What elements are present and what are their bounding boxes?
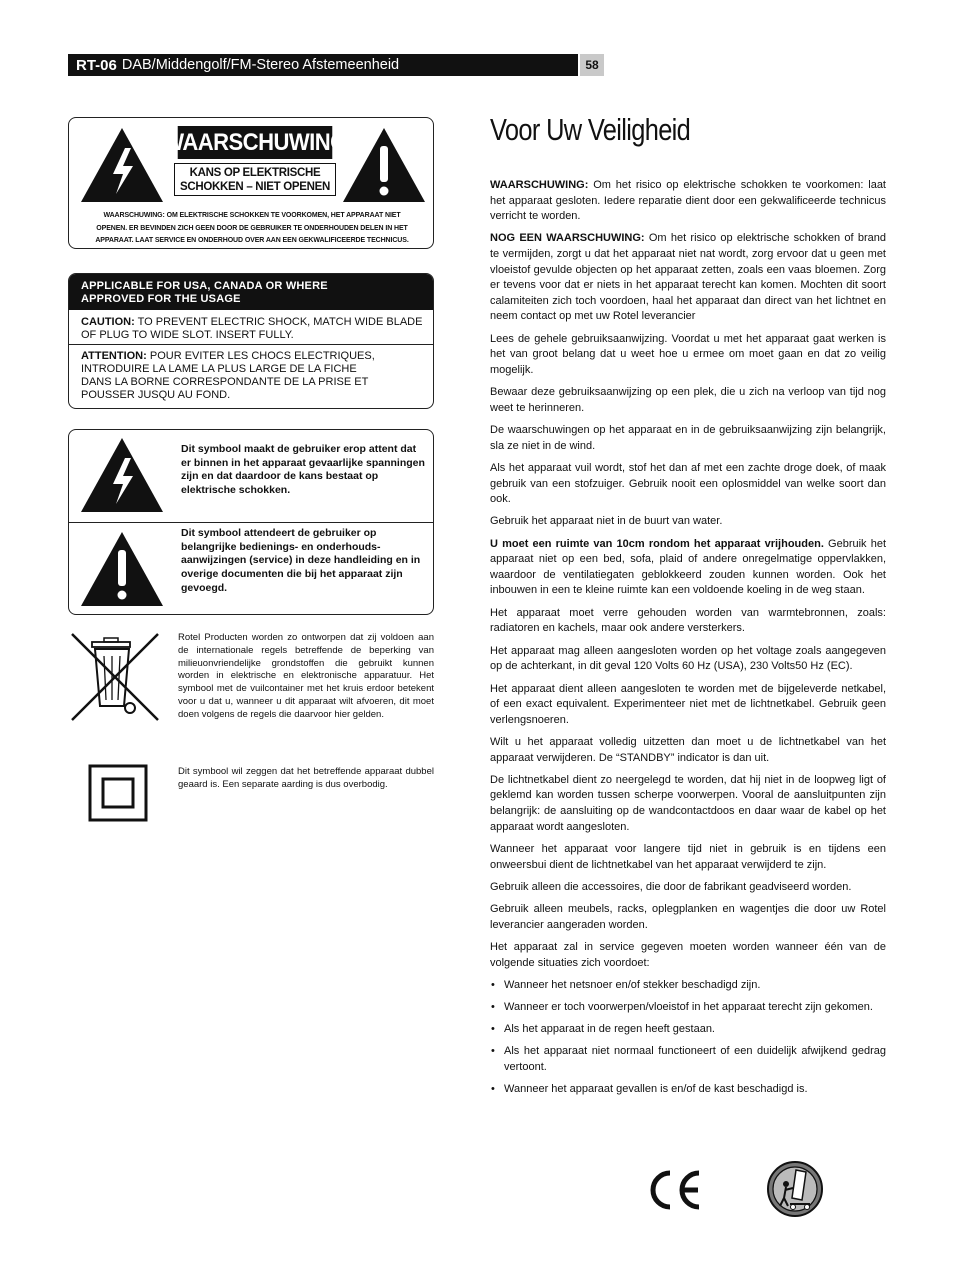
safety-instructions	[490, 178, 886, 1104]
double-insulation-icon	[88, 764, 148, 822]
paragraph: U moet een ruimte van 10cm rondom het apparaat vrijhouden. Gebruik het apparaat niet op een bed, sofa, plaid of andere onregelmatige oppervlakken, waardoor de ventilatiegaten geblokkeerd zouden kunnen worden. Ook het inbouwen in een te kleine ruimte kan een voldoende koeling in de weg staan.	[490, 537, 886, 597]
list-item: • Wanneer het netsnoer en/of stekker beschadigd zijn.	[490, 978, 886, 994]
page-title: Voor Uw Veiligheid	[490, 112, 691, 147]
paragraph: Het apparaat mag alleen aangesloten worden op het voltage zoals aangegeven op de achterkant, in dit geval 120 Volts 60 Hz (USA), 230 Volts50 Hz (EC).	[490, 644, 886, 673]
warning-box	[68, 117, 434, 249]
ce-mark-icon	[646, 1169, 704, 1211]
paragraph: Wilt u het apparaat volledig uitzetten dan moet u de lichtnetkabel van het apparaat verwijderen. De “STANDBY” indicator is dan uit.	[490, 735, 886, 764]
header-subtitle: DAB/Middengolf/FM-Stereo Afstemeenheid	[121, 57, 400, 73]
paragraph: Gebruik alleen die accessoires, die door de fabrikant geadviseerd worden.	[490, 880, 852, 893]
lightning-triangle-icon	[79, 126, 165, 204]
warning-fine-print: WAARSCHUWING: OM ELEKTRISCHE SCHOKKEN TE VOORKOMEN, HET APPARAAT NIET OPENEN. ER BEVINDEN ZICH GEEN DOOR DE GEBRUIKER TE ONDERHOUDEN DELEN IN HET APPARAAT. LAAT SERVICE EN ONDERHOUD OVER AAN EEN GEKWALIFICEERDE TECHNICUS.	[95, 212, 409, 244]
paragraph: WAARSCHUWING: Om het risico op elektrische schokken te voorkomen: laat het apparaat gesloten. Iedere reparatie dient door een gekwalificeerde technicus verricht te worden.	[490, 179, 886, 223]
paragraph: Gebruik alleen meubels, racks, oplegplanken en wagentjes die door uw Rotel leverancier aangeraden worden.	[490, 903, 886, 931]
paragraph: Als het apparaat vuil wordt, stof het dan af met een zachte droge doek, of maak gebruik van een stofzuiger. Gebruik nooit een oplosmiddel van welke soort dan ook.	[490, 461, 886, 506]
exclamation-triangle-icon	[341, 126, 427, 204]
paragraph: Wanneer het apparaat voor langere tijd niet in gebruik is en tijdens een onweersbui dient de lichtnetkabel van het apparaat verwijderd te zijn.	[490, 842, 886, 871]
list-item: • Wanneer het apparaat gevallen is en/of de kast beschadigd is.	[490, 1082, 886, 1098]
paragraph: De waarschuwingen op het apparaat en in de gebruiksaanwijzing zijn belangrijk, sla ze niet in de wind.	[490, 424, 886, 452]
exclamation-triangle-icon	[79, 530, 165, 608]
page-number: 58	[580, 54, 604, 76]
list-item: • Als het apparaat niet normaal functioneert of een duidelijk afwijkend gedrag vertoont.	[490, 1044, 886, 1075]
usa-caution-box	[68, 273, 434, 409]
usa-box-header: APPLICABLE FOR USA, CANADA OR WHERE APPROVED FOR THE USAGE	[69, 274, 433, 310]
warning-title: WAARSCHUWING	[178, 126, 333, 159]
paragraph: Gebruik het apparaat niet in de buurt van water.	[490, 515, 723, 528]
lightning-triangle-icon	[79, 436, 165, 514]
paragraph: Het apparaat dient alleen aangesloten te worden met de bijgeleverde netkabel, of een exact equivalent. Experimenteer niet met de lichtnetkabel. Gebruik geen verlengsnoeren.	[490, 682, 886, 726]
attention-text: ATTENTION: POUR EVITER LES CHOCS ELECTRIQUES, INTRODUIRE LA LAME LA PLUS LARGE DE LA FICHE DANS LA BORNE CORRESPONDANTE DE LA PRISE ET POUSSER JUSQU AU FOND.	[81, 350, 375, 401]
lightning-symbol-text: Dit symbool maakt de gebruiker erop attent dat er binnen in het apparaat gevaarlijke spanningen zijn en dat daardoor de kans bestaat op elektrische schokken.	[181, 443, 425, 497]
paragraph: Het apparaat moet verre gehouden worden van warmtebronnen, zoals: radiatoren en kachels, maar ook andere versterkers.	[490, 606, 886, 635]
caution-text: CAUTION: TO PREVENT ELECTRIC SHOCK, MATCH WIDE BLADE OF PLUG TO WIDE SLOT. INSERT FULLY.	[81, 316, 423, 341]
double-insulation-text: Dit symbool wil zeggen dat het betreffende apparaat dubbel geaard is. Een separate aarding is dus overbodig.	[178, 766, 434, 790]
paragraph: Bewaar deze gebruiksaanwijzing op een plek, die u zich na verloop van tijd nog weet te herinneren.	[490, 386, 886, 414]
paragraph: Het apparaat zal in service gegeven moeten worden wanneer één van de volgende situaties zich voordoet:	[490, 940, 886, 969]
crossed-bin-icon	[68, 630, 162, 724]
list-item: • Wanneer er toch voorwerpen/vloeistof in het apparaat terecht zijn gekomen.	[490, 1000, 886, 1016]
paragraph: Lees de gehele gebruiksaanwijzing. Voordat u met het apparaat gaat werken is het van groot belang dat u weet hoe u ermee om moet gaan en dat zo veilig mogelijk.	[490, 332, 886, 376]
list-item: • Als het apparaat in de regen heeft gestaan.	[490, 1022, 886, 1038]
cart-warning-icon	[766, 1160, 824, 1218]
recycling-text: Rotel Producten worden zo ontworpen dat zij voldoen aan de internationale regels betreffende de beperking van milieuonvriendelijke grondstoffen die gebruikt kunnen worden in elektrische en elektronische apparatuur. Het symbool met de vuilcontainer met het kruis erdoor betekent voor u dat u, wanneer u dit apparaat wilt afvoeren, dit moet doen volgens de regels die daarvoor hier gelden.	[178, 632, 434, 720]
divider	[69, 344, 433, 345]
service-situations-list	[490, 978, 886, 1098]
warning-subtitle: KANS OP ELEKTRISCHE SCHOKKEN – NIET OPENEN	[174, 163, 336, 196]
paragraph: De lichtnetkabel dient zo neergelegd te worden, dat hij niet in de loopweg ligt of geklemd kan worden tussen scherpe voorwerpen. Vooral de aansluitpunten zijn belangrijk: de aansluiting op de wandcontactdoos en daar waar de kabel op het apparaat wordt aangesloten.	[490, 773, 886, 833]
symbol-explanation-box	[68, 429, 434, 615]
model-name: RT-06	[76, 56, 117, 74]
page-header	[68, 54, 578, 76]
exclamation-symbol-text: Dit symbool attendeert de gebruiker op belangrijke bedienings- en onderhouds-aanwijzingen (service) in deze handleiding en in overige documenten die bij het apparaat zijn gevoegd.	[181, 527, 421, 594]
divider	[69, 522, 433, 523]
paragraph: NOG EEN WAARSCHUWING: Om het risico op elektrische schokken of brand te vermijden, zorgt u dat het apparaat niet nat wordt, zorg ervoor dat u geen met vloeistof gevulde objecten op het apparaat zetten, zoals een vaas bloemen. Zorg er tevens voor dat er niets in het apparaat terecht kan komen. Mochten dit soort calamiteiten zich toch voordoen, haal het apparaat dan direct van het lichtnet en neem contact op met uw Rotel leverancier	[490, 232, 886, 323]
